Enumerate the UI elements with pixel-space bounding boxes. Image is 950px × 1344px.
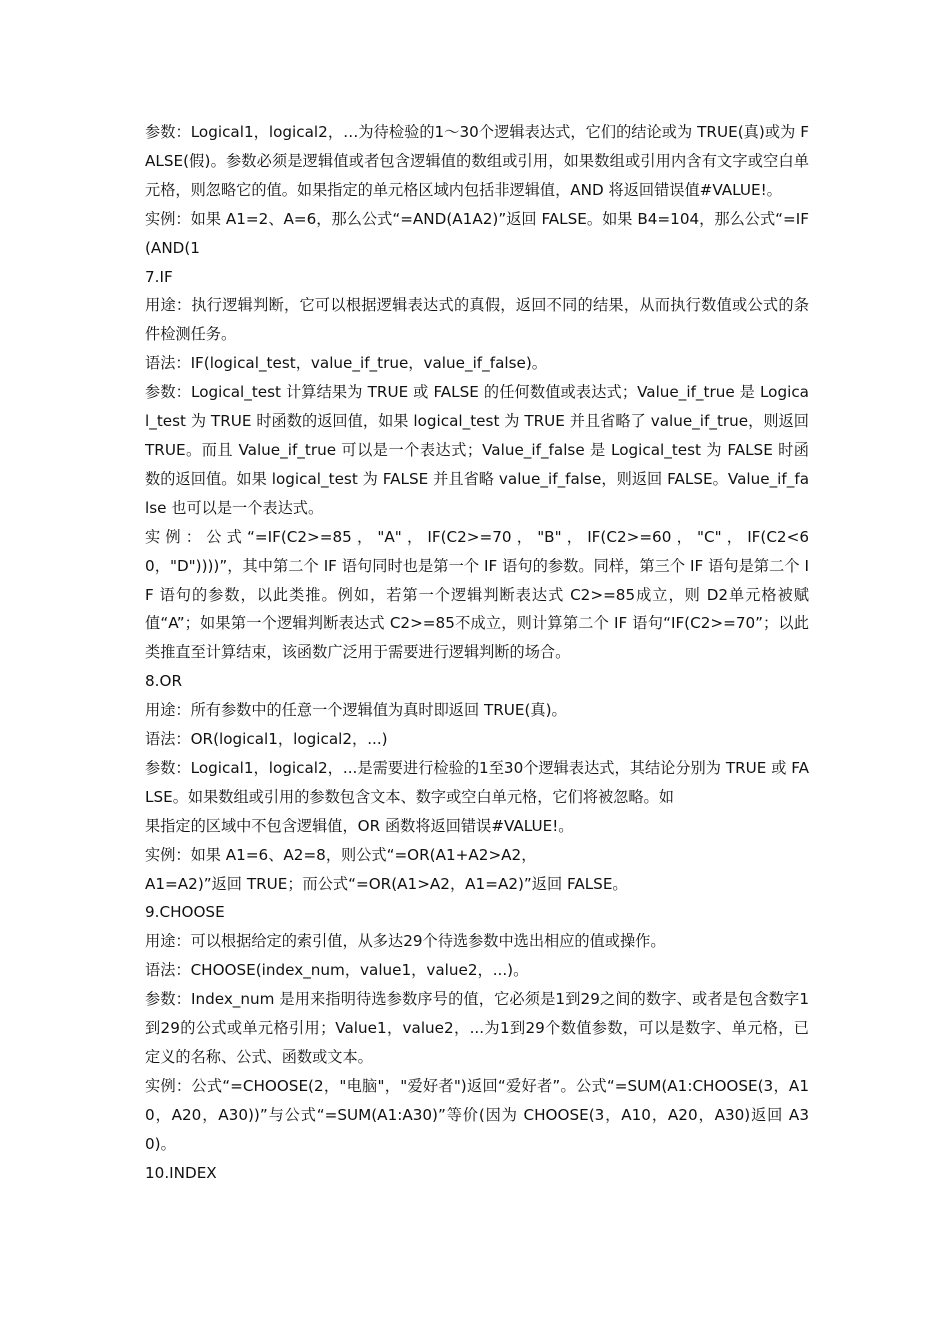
and-parameters-paragraph: 参数：Logical1，logical2，…为待检验的1～30个逻辑表达式，它们的结论或为 TRUE(真)或为 FALSE(假)。参数必须是逻辑值或者包含逻辑值的数组或引用，如果数组或引用内含有文字或空白单元格，则忽略它的值。如果指定的单元格区域内包括非逻辑值，AND 将返回错误值#VALUE!。 (145, 123, 809, 199)
if-example-paragraph: 实例：公式“=IF(C2>=85，"A"，IF(C2>=70，"B"，IF(C2>=60，"C"，IF(C2<60，"D"))))”，其中第二个 IF 语句同时也是第一个 IF 语句的参数。同样，第三个 IF 语句是第二个 IF 语句的参数，以此类推。例如，若第一个逻辑判断表达式 C2>=85成立，则 D2单元格被赋值“A”；如果第一个逻辑判断表达式 C2>=85不成立，则计算第二个 IF 语句“IF(C2>=70”；以此类推直至计算结束，该函数广泛用于需要进行逻辑判断的场合。 (145, 527, 809, 662)
document-body (145, 118, 809, 1188)
if-parameters-paragraph: 参数：Logical_test 计算结果为 TRUE 或 FALSE 的任何数值或表达式；Value_if_true 是 Logical_test 为 TRUE 时函数的返回值，如果 logical_test 为 TRUE 并且省略了 value_if_true，则返回 TRUE。而且 Value_if_true 可以是一个表达式；Value_if_false 是 Logical_test 为 FALSE 时函数的返回值。如果 logical_test 为 FALSE 并且省略 value_if_false，则返回 FALSE。Value_if_false 也可以是一个表达式。 (145, 383, 809, 517)
and-example-paragraph: 实例：如果 A1=2、A=6，那么公式“=AND(A1A2)”返回 FALSE。如果 B4=104，那么公式“=IF(AND(1 (145, 209, 809, 257)
choose-purpose-paragraph: 用途：可以根据给定的索引值，从多达29个待选参数中选出相应的值或操作。 (145, 932, 666, 951)
or-example-line-2: A1=A2)”返回 TRUE；而公式“=OR(A1>A2，A1=A2)”返回 FALSE。 (145, 874, 628, 893)
or-parameters-continuation: 果指定的区域中不包含逻辑值，OR 函数将返回错误#VALUE!。 (145, 816, 574, 835)
if-syntax-paragraph: 语法：IF(logical_test，value_if_true，value_if_false)。 (145, 354, 547, 373)
section-heading-or: 8.OR (145, 672, 182, 691)
choose-syntax-paragraph: 语法：CHOOSE(index_num，value1，value2，...)。 (145, 961, 529, 980)
choose-example-paragraph: 实例：公式“=CHOOSE(2，"电脑"，"爱好者")返回“爱好者”。公式“=SUM(A1:CHOOSE(3，A10，A20，A30))”与公式“=SUM(A1:A30)”等价(因为 CHOOSE(3，A10，A20，A30)返回 A30)。 (145, 1076, 809, 1153)
section-heading-choose: 9.CHOOSE (145, 903, 225, 922)
or-purpose-paragraph: 用途：所有参数中的任意一个逻辑值为真时即返回 TRUE(真)。 (145, 701, 567, 720)
section-heading-if: 7.IF (145, 267, 173, 286)
or-syntax-paragraph: 语法：OR(logical1，logical2，...) (145, 730, 388, 749)
or-example-line-1: 实例：如果 A1=6、A2=8，则公式“=OR(A1+A2>A2， (145, 845, 537, 864)
if-purpose-paragraph: 用途：执行逻辑判断，它可以根据逻辑表达式的真假，返回不同的结果，从而执行数值或公式的条件检测任务。 (145, 296, 809, 344)
or-parameters-paragraph: 参数：Logical1，logical2，...是需要进行检验的1至30个逻辑表达式，其结论分别为 TRUE 或 FALSE。如果数组或引用的参数包含文本、数字或空白单元格，它们将被忽略。如 (145, 758, 809, 806)
choose-parameters-paragraph: 参数：Index_num 是用来指明待选参数序号的值，它必须是1到29之间的数字、或者是包含数字1到29的公式或单元格引用；Value1，value2，...为1到29个数值参数，可以是数字、单元格，已定义的名称、公式、函数或文本。 (145, 990, 809, 1066)
section-heading-index: 10.INDEX (145, 1163, 217, 1182)
